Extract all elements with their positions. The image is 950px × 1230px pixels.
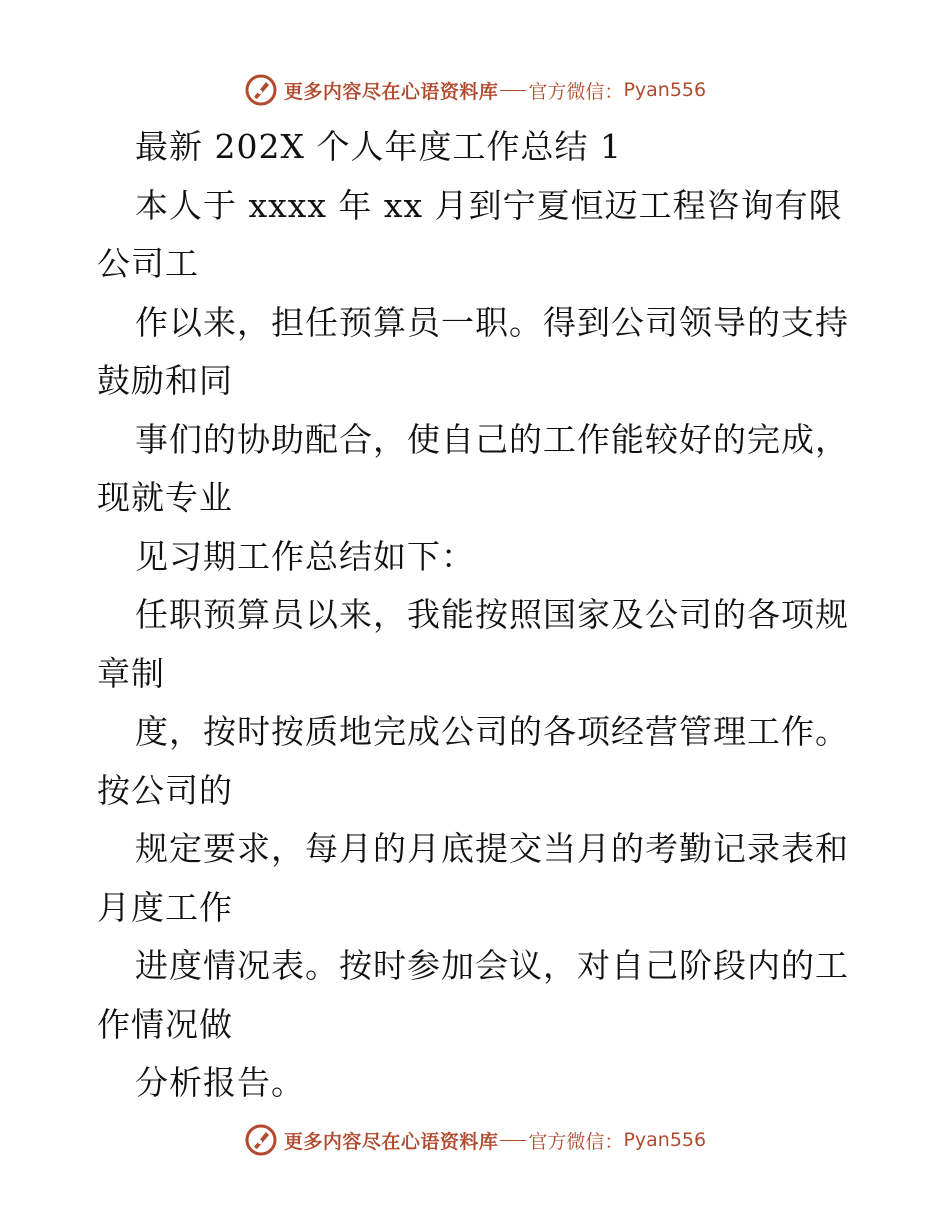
document-body [97, 118, 857, 1113]
banner-wechat-id: Pyan556 [623, 1129, 707, 1151]
banner-wechat-id: Pyan556 [623, 79, 707, 101]
banner-text: 更多内容尽在心语资料库 [283, 80, 499, 103]
banner-dash [500, 1140, 526, 1141]
text-line: 事们的协助配合，使自己的工作能较好的完成， [135, 419, 849, 459]
banner-wechat-label: 官方微信： [528, 1130, 624, 1153]
text-line: 按公司的 [97, 770, 233, 810]
text-line: 公司工 [97, 244, 199, 283]
text-line: 进度情况表。按时参加会议，对自己阶段内的工 [135, 946, 849, 985]
text-line: 本人于 xxxx 年 xx 月到宁夏恒迈工程咨询有限 [135, 185, 843, 225]
text-line: 度，按时按质地完成公司的各项经营管理工作。 [135, 712, 849, 751]
header-banner [0, 70, 950, 110]
banner-dash [500, 90, 526, 91]
banner-wechat-label: 官方微信： [528, 80, 624, 103]
text-line: 现就专业 [97, 478, 233, 517]
banner-text: 更多内容尽在心语资料库 [283, 1130, 499, 1153]
text-line: 分析报告。 [135, 1063, 305, 1102]
text-line: 作以来，担任预算员一职。得到公司领导的支持 [135, 302, 849, 342]
text-line: 任职预算员以来，我能按照国家及公司的各项规 [135, 595, 849, 634]
pen-nib-logo-icon [244, 1123, 278, 1157]
footer-banner [0, 1120, 950, 1160]
text-line: 月度工作 [97, 887, 233, 927]
text-line: 作情况做 [97, 1004, 233, 1044]
text-line: 鼓励和同 [97, 361, 233, 400]
text-line: 规定要求，每月的月底提交当月的考勤记录表和 [135, 829, 849, 868]
text-line: 见习期工作总结如下： [135, 536, 475, 576]
pen-nib-logo-icon [244, 73, 278, 107]
text-line: 章制 [97, 653, 165, 693]
text-line: 最新 202X 个人年度工作总结 1 [135, 127, 622, 166]
